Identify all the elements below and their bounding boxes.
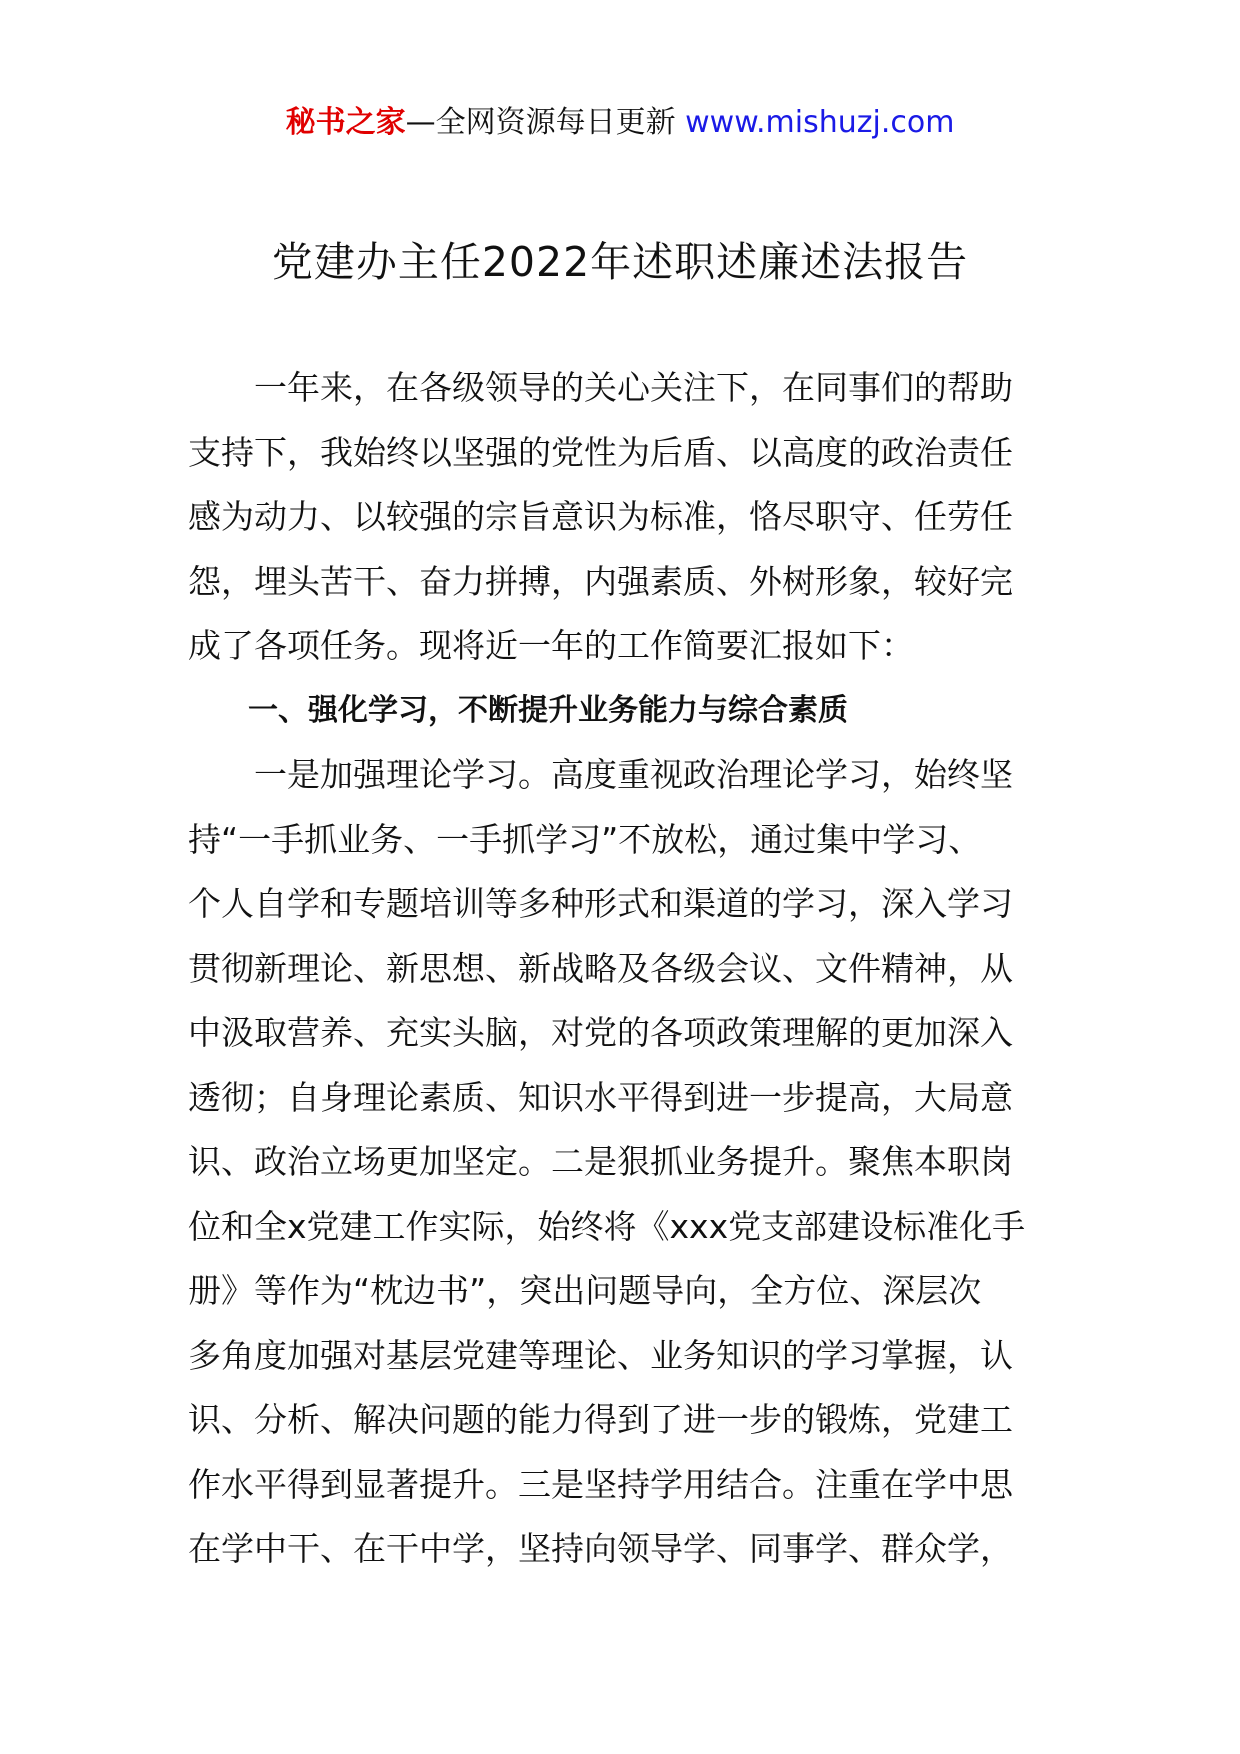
header-brand: 秘书之家 — [285, 105, 406, 140]
paragraph-line: 作水平得到显著提升。三是坚持学用结合。注重在学中思 — [188, 1464, 1013, 1504]
document-body — [188, 356, 1054, 1582]
section-heading: 一、强化学习，不断提升业务能力与综合素质 — [188, 692, 848, 728]
paragraph-line: 位和全x党建工作实际，始终将《xxx党支部建设标准化手 — [188, 1206, 1026, 1246]
page-header — [0, 100, 1240, 146]
header-tagline: —全网资源每日更新 — [405, 105, 676, 140]
paragraph-line: 在学中干、在干中学，坚持向领导学、同事学、群众学， — [188, 1529, 1013, 1568]
paragraph-line: 怨，埋头苦干、奋力拼搏，内强素质、外树形象，较好完 — [188, 561, 1013, 601]
document-title: 党建办主任2022年述职述廉述法报告 — [271, 238, 969, 286]
paragraph-line: 册》等作为“枕边书”，突出问题导向，全方位、深层次 — [188, 1271, 982, 1310]
paragraph-line: 贯彻新理论、新思想、新战略及各级会议、文件精神，从 — [188, 948, 1013, 988]
paragraph-line: 透彻；自身理论素质、知识水平得到进一步提高，大局意 — [188, 1077, 1013, 1117]
paragraph-line: 一是加强理论学习。高度重视政治理论学习，始终坚 — [188, 755, 1013, 794]
paragraph-line: 识、分析、解决问题的能力得到了进一步的锻炼，党建工 — [188, 1400, 1013, 1439]
paragraph-line: 个人自学和专题培训等多种形式和渠道的学习，深入学习 — [188, 884, 1013, 923]
paragraph-line: 中汲取营养、充实头脑，对党的各项政策理解的更加深入 — [188, 1013, 1013, 1052]
paragraph-line: 多角度加强对基层党建等理论、业务知识的学习掌握，认 — [188, 1335, 1013, 1375]
paragraph-line: 成了各项任务。现将近一年的工作简要汇报如下： — [188, 626, 914, 665]
paragraph-line: 识、政治立场更加坚定。二是狠抓业务提升。聚焦本职岗 — [188, 1142, 1013, 1181]
paragraph-line: 支持下，我始终以坚强的党性为后盾、以高度的政治责任 — [188, 432, 1013, 472]
header-url-link[interactable]: www.mishuzj.com — [685, 105, 955, 140]
paragraph-line: 一年来，在各级领导的关心关注下，在同事们的帮助 — [188, 368, 1013, 407]
paragraph-line: 感为动力、以较强的宗旨意识为标准，恪尽职守、任劳任 — [188, 497, 1013, 536]
paragraph-line: 持“一手抓业务、一手抓学习”不放松，通过集中学习、 — [188, 819, 982, 859]
